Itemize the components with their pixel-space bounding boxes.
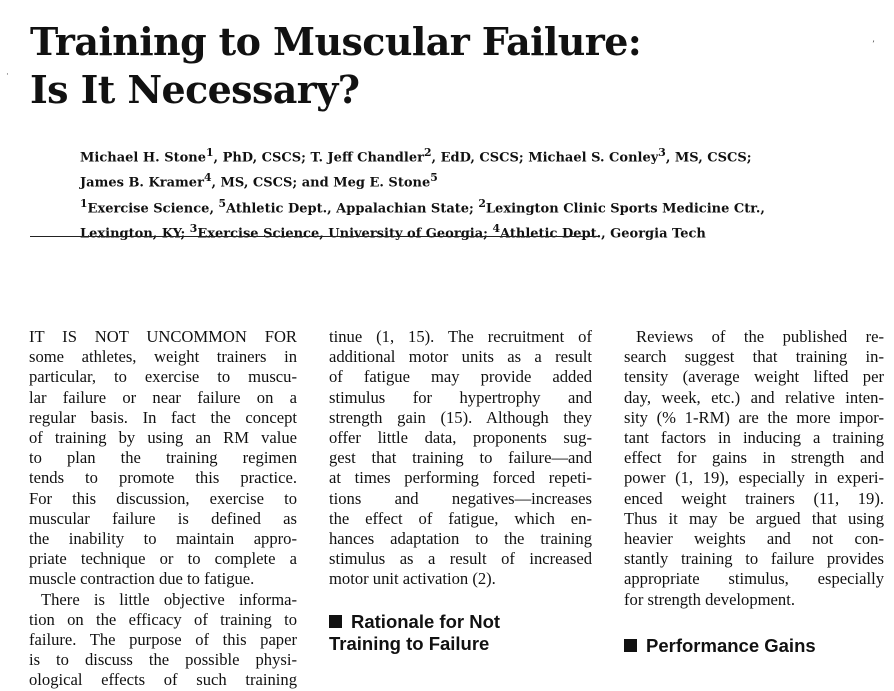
margin-mark: · — [6, 70, 9, 80]
affiliation-text: Exercise Science, University of Georgia; — [197, 226, 493, 242]
text-line: ological effects of such training — [29, 670, 297, 690]
text-line: regular basis. In fact the concept — [29, 407, 297, 427]
text-line: tensity (average weight lifted per — [624, 367, 884, 387]
affiliation-marker: 5 — [218, 196, 227, 210]
text-line: Reviews of the published re- — [636, 327, 884, 346]
affiliation-line-2 — [80, 219, 765, 244]
text-line: strength gain (15). Although they — [329, 407, 592, 427]
heading-line: Training to Failure — [329, 633, 490, 654]
text-line: tion on the efficacy of training to — [29, 609, 297, 629]
text-line: tinue (1, 15). The recruitment of — [329, 327, 592, 346]
text-line: hances adaptation to the training — [329, 529, 592, 549]
text-line: priate technique or to complete a — [29, 549, 297, 569]
author-name: , EdD, CSCS; Michael S. Conley — [431, 150, 659, 166]
text-line: the inability to maintain appro- — [29, 529, 297, 549]
paragraph — [329, 327, 592, 590]
affiliation-marker: 4 — [492, 221, 501, 235]
paragraph — [624, 327, 884, 610]
affiliation-text: Lexington, KY; — [80, 226, 190, 242]
text-line: the effect of fatigue, which en- — [329, 508, 592, 528]
text-line: of fatigue may provide added — [329, 367, 592, 387]
body-column-1 — [29, 327, 297, 691]
author-byline — [80, 143, 765, 244]
paragraph — [29, 327, 297, 590]
affiliation-marker: 3 — [189, 221, 198, 235]
text-line: search suggest that training in- — [624, 347, 884, 367]
heading-text: Rationale for Not — [351, 611, 501, 632]
text-line: power (1, 19), especially in experi- — [624, 468, 884, 488]
text-line: There is little objective informa- — [41, 589, 297, 609]
text-line: appropriate stimulus, especially — [624, 569, 884, 589]
text-line: stimulus for hypertrophy and — [329, 387, 592, 407]
text-line: IT IS NOT UNCOMMON FOR — [29, 327, 297, 346]
text-line: For this discussion, exercise to — [29, 488, 297, 508]
square-bullet-icon — [624, 639, 637, 652]
margin-mark: ’ — [872, 40, 875, 50]
affiliation-marker: 2 — [478, 196, 486, 210]
text-line: additional motor units as a result — [329, 347, 592, 367]
text-line: stantly training to failure provides — [624, 549, 884, 569]
text-line: motor unit activation (2). — [329, 569, 496, 589]
affiliation-text: Exercise Science, — [87, 200, 219, 216]
header-divider — [30, 236, 600, 237]
affiliation-marker: 4 — [203, 171, 212, 185]
text-line: muscle contraction due to fatigue. — [29, 569, 255, 589]
text-line: offer little data, proponents sug- — [329, 428, 592, 448]
affiliation-marker: 3 — [658, 146, 666, 159]
text-line: day, week, etc.) and relative inten- — [624, 387, 884, 407]
text-line: particular, to exercise to muscu- — [29, 367, 297, 387]
text-line: tions and negatives—increases — [329, 488, 592, 508]
text-line: sity (% 1-RM) are the more impor- — [624, 407, 884, 427]
text-line: Thus it may be argued that using — [624, 508, 884, 528]
author-credentials: , MS, CSCS; — [665, 150, 752, 166]
text-line: lar failure or near failure on a — [29, 387, 297, 407]
title-line-2: Is It Necessary? — [30, 67, 360, 112]
square-bullet-icon — [329, 615, 342, 628]
affiliation-marker: 5 — [430, 171, 438, 185]
text-line: muscular failure is defined as — [29, 508, 297, 528]
text-line: heavier weights and not con- — [624, 529, 884, 549]
affiliation-marker: 2 — [423, 146, 432, 159]
text-line: some athletes, weight trainers in — [29, 347, 297, 367]
author-names-line-2 — [80, 168, 765, 193]
text-line: to plan the training regimen — [29, 448, 297, 468]
author-name: , PhD, CSCS; T. Jeff Chandler — [213, 150, 424, 166]
text-line: failure. The purpose of this paper — [29, 630, 297, 650]
text-line: stimulus as a result of increased — [329, 549, 592, 569]
author-names-line-1 — [80, 143, 765, 168]
affiliation-marker: 1 — [205, 146, 214, 159]
affiliation-line-1 — [80, 194, 765, 219]
author-name: , MS, CSCS; and Meg E. Stone — [211, 175, 431, 191]
text-line: enced weight trainers (11, 19). — [624, 488, 884, 508]
text-line: at times performing forced repeti- — [329, 468, 592, 488]
text-line: tant factors in inducing a training — [624, 428, 884, 448]
article-title — [30, 18, 641, 114]
text-line: effect for gains in strength and — [624, 448, 884, 468]
affiliation-text: Lexington Clinic Sports Medicine Ctr., — [485, 200, 765, 216]
section-heading-performance — [624, 635, 816, 657]
text-line: for strength development. — [624, 589, 795, 609]
text-line: of training by using an RM value — [29, 428, 297, 448]
heading-line — [329, 611, 500, 633]
section-heading-rationale — [329, 611, 500, 655]
paragraph — [29, 590, 297, 691]
heading-line — [624, 635, 816, 657]
affiliation-marker: 1 — [80, 196, 88, 210]
author-name: Michael H. Stone — [80, 150, 206, 166]
affiliation-text: Athletic Dept., Georgia Tech — [500, 226, 706, 242]
text-line: tends to promote this practice. — [29, 468, 297, 488]
author-name: James B. Kramer — [80, 175, 204, 191]
body-column-3 — [624, 327, 884, 610]
affiliation-text: Athletic Dept., Appalachian State; — [226, 200, 479, 216]
heading-text: Performance Gains — [646, 635, 816, 656]
title-line-1: Training to Muscular Failure: — [30, 19, 642, 64]
text-line: is to discuss the possible physi- — [29, 650, 297, 670]
text-line: gest that training to failure—and — [329, 448, 592, 468]
body-column-2 — [329, 327, 592, 590]
